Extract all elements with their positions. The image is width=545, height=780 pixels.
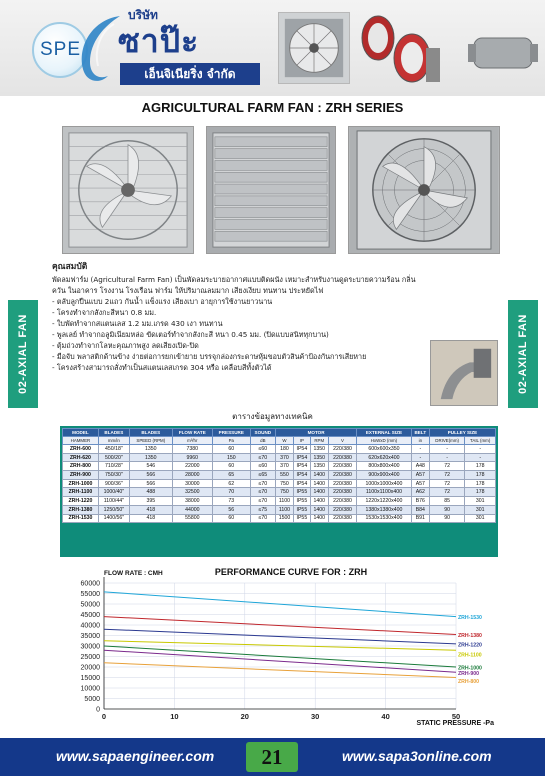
subheader-cell: RPM [310,437,328,445]
feature-item: - มือจับ พลาสติกด้านข้าง ง่ายต่อการยกเข้ายาย บรรจุกล่องกระดาษหุ้มขอบตัวสินค้าป้องกันการเสียหาย [52,352,367,361]
table-cell: - [411,453,429,462]
y-tick-label: 0 [96,706,100,714]
table-cell: ≤70 [250,479,275,488]
table-cell: 9960 [172,453,212,462]
table-cell: - [411,445,429,454]
table-cell: ≤75 [250,505,275,514]
table-cell: 72 [429,488,464,497]
table-cell: IP55 [293,488,310,497]
spec-table-body [63,445,496,523]
table-cell: 710/28" [98,462,129,471]
subheader-cell: Pa [212,437,250,445]
header-axial-fans-photo [354,8,462,90]
col-pressure: PRESSURE [212,429,250,437]
company-suffix: เอ็นจิเนียริ่ง จำกัด [120,63,260,85]
table-cell: 44000 [172,505,212,514]
col-blades: BLADES [98,429,129,437]
table-cell: B84 [411,505,429,514]
table-cell: 620x620x400 [357,453,412,462]
x-tick-label: 50 [451,712,461,721]
table-cell: 1350 [129,453,172,462]
table-row [63,462,496,471]
table-cell: 1100 [275,497,293,506]
table-cell: 220/380 [328,445,356,454]
chart-y-label: FLOW RATE : CMH [104,570,163,577]
table-cell: 62 [212,479,250,488]
spec-table [62,428,496,523]
table-cell: 220/380 [328,471,356,480]
col-motor: MOTOR [275,429,356,437]
model-cell: ZRH-1530 [63,514,99,523]
table-cell: ≤70 [250,488,275,497]
model-cell: ZRH-1000 [63,479,99,488]
table-cell: 38000 [172,497,212,506]
table-cell: B76 [411,497,429,506]
table-cell: 1400 [310,505,328,514]
table-cell: 1100 [275,505,293,514]
col-external-size: EXTERNAL SIZE [357,429,412,437]
table-cell: ≤60 [250,462,275,471]
table-cell: 180 [275,445,293,454]
table-row [63,453,496,462]
table-cell: B91 [411,514,429,523]
series-label: ZRH-1100 [458,652,482,659]
table-cell: 301 [465,497,496,506]
model-cell: ZRH-800 [63,462,99,471]
table-cell: 500/20" [98,453,129,462]
subheader-cell: DRIVE(mm) [429,437,464,445]
subheader-cell: HxWxD (mm) [357,437,412,445]
side-tab-left [8,300,38,408]
subheader-cell: W [275,437,293,445]
model-cell: ZRH-1380 [63,505,99,514]
page-number: 21 [246,742,298,772]
table-cell: 1400 [310,488,328,497]
y-tick-label: 10000 [80,685,100,693]
spec-table-frame [60,426,498,557]
table-cell: ≤60 [250,445,275,454]
spec-table-caption: ตารางข้อมูลทางเทคนิค [232,412,313,421]
table-cell: ≤70 [250,514,275,523]
fan-front-photo [62,126,194,254]
table-cell: 1250/50" [98,505,129,514]
subheader-cell: TAIL (mm) [465,437,496,445]
table-cell: 370 [275,453,293,462]
table-cell: IP54 [293,462,310,471]
features-intro-line: ควัน ในอาคาร โรงงาน โรงเรือน ฟาร์ม ให้ปริมาณลมมาก เสียงเงียบ ทนทาน ประหยัดไฟ [52,286,324,295]
y-tick-label: 50000 [80,601,100,609]
table-cell: 566 [129,479,172,488]
feature-item: - โครงทำจากสังกะสีหนา 0.8 มม. [52,308,157,317]
table-cell: A48 [411,462,429,471]
table-cell: 90 [429,514,464,523]
y-tick-label: 55000 [80,591,100,598]
features-heading: คุณสมบัติ [52,262,88,272]
model-cell: ZRH-900 [63,471,99,480]
features-intro-line: พัดลมฟาร์ม (Agricultural Farm Fan) เป็นพัดลมระบายอากาศแบบติดผนัง เหมาะสำหรับงานดูดระบายความร้อน กลิ่น [52,275,416,284]
table-cell: 1100/44" [98,497,129,506]
subheader-cell: mm/in [98,437,129,445]
table-cell: 72 [429,471,464,480]
table-cell: 220/380 [328,453,356,462]
table-row [63,514,496,523]
table-cell: - [465,453,496,462]
table-cell: 900x900x400 [357,471,412,480]
header-inline-fan-photo [466,30,540,76]
table-cell: 418 [129,514,172,523]
col-flow-rate: FLOW RATE [172,429,212,437]
series-label: ZRH-1530 [458,615,482,622]
table-cell: 1000x1000x400 [357,479,412,488]
y-tick-label: 45000 [80,612,100,619]
page-header [0,0,545,96]
footer-url-left[interactable]: www.sapaengineer.com [56,748,215,764]
table-cell: 600x600x350 [357,445,412,454]
brand-short: SPE [40,39,82,60]
y-tick-label: 60000 [80,580,100,588]
col-sound: SOUND [250,429,275,437]
table-row [63,471,496,480]
table-cell: 73 [212,497,250,506]
table-cell: 220/380 [328,497,356,506]
fan-handle-photo [430,340,498,406]
feature-item: - พูลเลย์ ทำจากอลูมิเนียมหล่อ ขัดเตอร์ทำจากสังกะสี หนา 0.45 มม. (ปิดแบบสนิททุกบาน) [52,330,329,339]
x-tick-label: 30 [311,712,320,721]
table-cell: 28000 [172,471,212,480]
series-label: ZRH-900 [458,670,480,677]
side-tab-right-label: 02-AXIAL FAN [517,314,530,394]
table-cell: 60 [212,514,250,523]
x-tick-label: 10 [170,712,179,721]
col-blades-speed: BLADES [129,429,172,437]
model-cell: ZRH-600 [63,445,99,454]
table-cell: 220/380 [328,488,356,497]
table-cell: 1530x1530x400 [357,514,412,523]
table-cell: IP55 [293,505,310,514]
table-cell: 22000 [172,462,212,471]
footer-url-right[interactable]: www.sapa3online.com [342,748,492,764]
x-tick-label: 0 [101,712,107,721]
y-tick-label: 15000 [80,675,100,682]
table-cell: 546 [129,462,172,471]
table-cell: 1350 [310,445,328,454]
subheader-cell: dB [250,437,275,445]
table-cell: 56 [212,505,250,514]
table-cell: 1350 [310,462,328,471]
table-cell: 301 [465,505,496,514]
table-cell: 30000 [172,479,212,488]
y-tick-label: 20000 [80,664,100,672]
feature-item: - ใบพัดทำจากสแตนเลส 1.2 มม.เกรด 430 เงา ทนทาน [52,319,223,328]
subheader-cell: SPEED (RPM) [129,437,172,445]
model-cell: ZRH-1100 [63,488,99,497]
x-tick-label: 40 [381,712,390,721]
y-tick-label: 40000 [80,622,100,630]
table-cell: ≤70 [250,497,275,506]
table-cell: 800x800x400 [357,462,412,471]
table-cell: 1220x1220x400 [357,497,412,506]
subheader-cell: IP [293,437,310,445]
table-cell: 1400 [310,479,328,488]
feature-item: - ตุ้มถ่วงทำจากโลหะคุณภาพสูง ลดเสียงเปิด-ปิด [52,341,199,350]
table-cell: - [429,453,464,462]
table-cell: 1400/56" [98,514,129,523]
table-row [63,479,496,488]
table-cell: 220/380 [328,505,356,514]
table-row [63,445,496,454]
table-cell: 60 [212,462,250,471]
x-tick-label: 20 [240,712,249,721]
y-tick-label: 35000 [80,633,100,640]
feature-item: - โครงสร้างสามารถสั่งทำเป็นสแตนเลสเกรด 304 หรือ เคลือบสีทั้งตัวได้ [52,363,272,372]
col-pulley-size: PULLEY SIZE [429,429,495,437]
chart-x-label: STATIC PRESSURE -Pa [416,720,494,727]
fan-installed-photo [348,126,500,254]
series-label: ZRH-800 [458,679,480,685]
table-cell: IP54 [293,453,310,462]
company-name: ซาป๊ะ [118,22,200,60]
table-cell: 60 [212,445,250,454]
table-cell: 178 [465,479,496,488]
fan-shutter-photo [206,126,336,254]
model-cell: ZRH-620 [63,453,99,462]
table-cell: 1100x1100x400 [357,488,412,497]
table-cell: 1500 [275,514,293,523]
table-cell: A57 [411,479,429,488]
col-model: MODEL [63,429,99,437]
performance-chart [56,563,501,727]
y-tick-label: 5000 [84,696,100,703]
series-label: ZRH-1380 [458,632,482,639]
table-cell: 1350 [129,445,172,454]
table-cell: 750/30" [98,471,129,480]
subheader-cell: m³/hr [172,437,212,445]
table-cell: 550 [275,471,293,480]
table-cell: IP55 [293,514,310,523]
page-title: AGRICULTURAL FARM FAN : ZRH SERIES [141,100,404,115]
table-cell: 750 [275,488,293,497]
header-fan-photo [278,12,350,84]
table-cell: 750 [275,479,293,488]
table-row [63,497,496,506]
series-label: ZRH-1220 [458,642,482,649]
table-cell: 32500 [172,488,212,497]
table-cell: - [429,445,464,454]
table-cell: 150 [212,453,250,462]
table-cell: 488 [129,488,172,497]
table-cell: 220/380 [328,514,356,523]
table-cell: 220/380 [328,479,356,488]
y-tick-label: 30000 [80,643,100,651]
company-prefix: บริษัท [128,8,158,22]
table-cell: 301 [465,514,496,523]
table-cell: 1400 [310,497,328,506]
chart-title: PERFORMANCE CURVE FOR : ZRH [214,567,368,577]
table-cell: 566 [129,471,172,480]
table-cell: 65 [212,471,250,480]
table-cell: 178 [465,488,496,497]
spec-table-subheader [63,437,496,445]
table-cell: 1380x1380x400 [357,505,412,514]
table-cell: A62 [411,488,429,497]
table-cell: A57 [411,471,429,480]
table-cell: 72 [429,462,464,471]
table-cell: 395 [129,497,172,506]
table-cell: 178 [465,462,496,471]
table-cell: 370 [275,462,293,471]
table-cell: 1400 [310,514,328,523]
table-cell: 450/18" [98,445,129,454]
table-cell: 70 [212,488,250,497]
table-cell: ≤65 [250,471,275,480]
table-cell: 85 [429,497,464,506]
table-cell: 55800 [172,514,212,523]
model-cell: ZRH-1220 [63,497,99,506]
table-cell: 1000/40" [98,488,129,497]
subheader-cell: HAMMER [63,437,99,445]
table-cell: IP55 [293,497,310,506]
table-cell: ≤70 [250,453,275,462]
feature-item: - ตลับลูกปืนแบบ 2แถว กันน้ำ แข็งแรง เสียงเบา อายุการใช้งานยาวนาน [52,297,273,306]
page-footer [0,738,545,776]
y-tick-label: 25000 [80,654,100,661]
table-cell: 418 [129,505,172,514]
table-cell: 72 [429,479,464,488]
table-cell: 900/36" [98,479,129,488]
table-cell: IP54 [293,445,310,454]
table-row [63,488,496,497]
series-label: ZRH-1000 [458,665,482,672]
table-cell: IP54 [293,479,310,488]
table-cell: 1350 [310,453,328,462]
table-cell: 178 [465,471,496,480]
table-cell: IP54 [293,471,310,480]
side-tab-left-label: 02-AXIAL FAN [17,314,30,394]
table-cell: 90 [429,505,464,514]
table-row [63,505,496,514]
side-tab-right [508,300,538,408]
col-belt: BELT [411,429,429,437]
table-cell: - [465,445,496,454]
table-cell: 220/380 [328,462,356,471]
table-cell: 7380 [172,445,212,454]
subheader-cell: V [328,437,356,445]
table-cell: 1400 [310,471,328,480]
subheader-cell: in [411,437,429,445]
